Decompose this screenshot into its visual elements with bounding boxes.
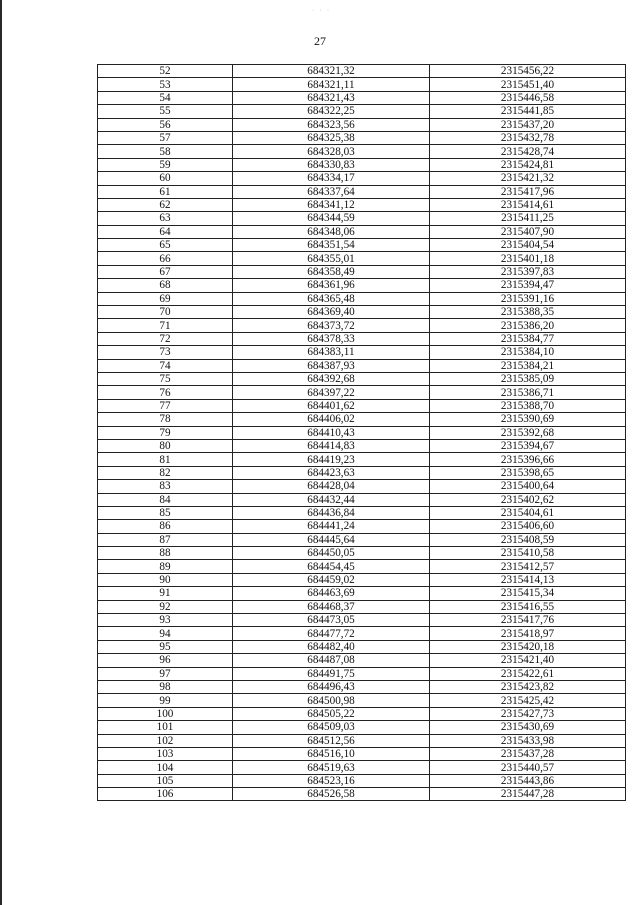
y-coordinate-cell: 2315391,16 — [430, 292, 626, 305]
point-number-cell: 104 — [98, 761, 233, 774]
x-coordinate-cell: 684468,37 — [233, 600, 430, 613]
x-coordinate-cell: 684512,56 — [233, 734, 430, 747]
point-number-cell: 81 — [98, 453, 233, 466]
table-row — [98, 761, 626, 774]
table-row — [98, 520, 626, 533]
point-number-cell: 102 — [98, 734, 233, 747]
point-number-cell: 80 — [98, 439, 233, 452]
x-coordinate-cell: 684436,84 — [233, 506, 430, 519]
point-number-cell: 66 — [98, 252, 233, 265]
table-row — [98, 372, 626, 385]
y-coordinate-cell: 2315447,28 — [430, 788, 626, 801]
y-coordinate-cell: 2315417,96 — [430, 185, 626, 198]
y-coordinate-cell: 2315402,62 — [430, 493, 626, 506]
y-coordinate-cell: 2315425,42 — [430, 694, 626, 707]
point-number-cell: 94 — [98, 627, 233, 640]
table-row — [98, 319, 626, 332]
x-coordinate-cell: 684365,48 — [233, 292, 430, 305]
table-row — [98, 225, 626, 238]
point-number-cell: 53 — [98, 78, 233, 91]
point-number-cell: 69 — [98, 292, 233, 305]
point-number-cell: 95 — [98, 640, 233, 653]
y-coordinate-cell: 2315396,66 — [430, 453, 626, 466]
point-number-cell: 72 — [98, 332, 233, 345]
point-number-cell: 54 — [98, 91, 233, 104]
point-number-cell: 61 — [98, 185, 233, 198]
table-row — [98, 172, 626, 185]
table-row — [98, 466, 626, 479]
point-number-cell: 106 — [98, 788, 233, 801]
point-number-cell: 89 — [98, 560, 233, 573]
x-coordinate-cell: 684516,10 — [233, 747, 430, 760]
point-number-cell: 98 — [98, 680, 233, 693]
y-coordinate-cell: 2315401,18 — [430, 252, 626, 265]
x-coordinate-cell: 684330,83 — [233, 158, 430, 171]
y-coordinate-cell: 2315400,64 — [430, 480, 626, 493]
table-row — [98, 788, 626, 801]
y-coordinate-cell: 2315386,20 — [430, 319, 626, 332]
table-row — [98, 91, 626, 104]
point-number-cell: 83 — [98, 480, 233, 493]
y-coordinate-cell: 2315392,68 — [430, 426, 626, 439]
x-coordinate-cell: 684463,69 — [233, 587, 430, 600]
x-coordinate-cell: 684482,40 — [233, 640, 430, 653]
y-coordinate-cell: 2315433,98 — [430, 734, 626, 747]
table-row — [98, 265, 626, 278]
y-coordinate-cell: 2315437,28 — [430, 747, 626, 760]
point-number-cell: 55 — [98, 105, 233, 118]
table-row — [98, 346, 626, 359]
x-coordinate-cell: 684378,33 — [233, 332, 430, 345]
y-coordinate-cell: 2315446,58 — [430, 91, 626, 104]
table-row — [98, 292, 626, 305]
y-coordinate-cell: 2315456,22 — [430, 65, 626, 78]
x-coordinate-cell: 684358,49 — [233, 265, 430, 278]
x-coordinate-cell: 684355,01 — [233, 252, 430, 265]
y-coordinate-cell: 2315415,34 — [430, 587, 626, 600]
point-number-cell: 58 — [98, 145, 233, 158]
table-row — [98, 573, 626, 586]
x-coordinate-cell: 684450,05 — [233, 547, 430, 560]
table-row — [98, 185, 626, 198]
point-number-cell: 70 — [98, 306, 233, 319]
x-coordinate-cell: 684328,03 — [233, 145, 430, 158]
table-row — [98, 707, 626, 720]
point-number-cell: 84 — [98, 493, 233, 506]
y-coordinate-cell: 2315397,83 — [430, 265, 626, 278]
table-row — [98, 654, 626, 667]
x-coordinate-cell: 684325,38 — [233, 131, 430, 144]
point-number-cell: 88 — [98, 547, 233, 560]
y-coordinate-cell: 2315416,55 — [430, 600, 626, 613]
point-number-cell: 97 — [98, 667, 233, 680]
point-number-cell: 85 — [98, 506, 233, 519]
x-coordinate-cell: 684423,63 — [233, 466, 430, 479]
x-coordinate-cell: 684445,64 — [233, 533, 430, 546]
table-row — [98, 506, 626, 519]
y-coordinate-cell: 2315404,54 — [430, 239, 626, 252]
table-row — [98, 118, 626, 131]
table-row — [98, 252, 626, 265]
x-coordinate-cell: 684383,11 — [233, 346, 430, 359]
point-number-cell: 68 — [98, 279, 233, 292]
y-coordinate-cell: 2315385,09 — [430, 372, 626, 385]
point-number-cell: 57 — [98, 131, 233, 144]
table-row — [98, 239, 626, 252]
point-number-cell: 64 — [98, 225, 233, 238]
y-coordinate-cell: 2315408,59 — [430, 533, 626, 546]
table-row — [98, 158, 626, 171]
table-row — [98, 453, 626, 466]
table-row — [98, 198, 626, 211]
x-coordinate-cell: 684401,62 — [233, 399, 430, 412]
point-number-cell: 67 — [98, 265, 233, 278]
table-row — [98, 131, 626, 144]
table-row — [98, 747, 626, 760]
point-number-cell: 76 — [98, 386, 233, 399]
y-coordinate-cell: 2315406,60 — [430, 520, 626, 533]
x-coordinate-cell: 684337,64 — [233, 185, 430, 198]
x-coordinate-cell: 684414,83 — [233, 439, 430, 452]
table-row — [98, 480, 626, 493]
table-row — [98, 734, 626, 747]
page-left-edge — [0, 0, 2, 905]
table-row — [98, 105, 626, 118]
table-row — [98, 640, 626, 653]
table-row — [98, 774, 626, 787]
x-coordinate-cell: 684526,58 — [233, 788, 430, 801]
x-coordinate-cell: 684321,11 — [233, 78, 430, 91]
table-row — [98, 547, 626, 560]
point-number-cell: 60 — [98, 172, 233, 185]
x-coordinate-cell: 684500,98 — [233, 694, 430, 707]
x-coordinate-cell: 684351,54 — [233, 239, 430, 252]
x-coordinate-cell: 684387,93 — [233, 359, 430, 372]
x-coordinate-cell: 684334,17 — [233, 172, 430, 185]
page-number: 27 — [314, 34, 326, 48]
x-coordinate-cell: 684397,22 — [233, 386, 430, 399]
x-coordinate-cell: 684361,96 — [233, 279, 430, 292]
point-number-cell: 77 — [98, 399, 233, 412]
y-coordinate-cell: 2315432,78 — [430, 131, 626, 144]
x-coordinate-cell: 684369,40 — [233, 306, 430, 319]
y-coordinate-cell: 2315394,67 — [430, 439, 626, 452]
table-row — [98, 667, 626, 680]
y-coordinate-cell: 2315404,61 — [430, 506, 626, 519]
x-coordinate-cell: 684348,06 — [233, 225, 430, 238]
point-number-cell: 65 — [98, 239, 233, 252]
table-row — [98, 212, 626, 225]
point-number-cell: 59 — [98, 158, 233, 171]
point-number-cell: 82 — [98, 466, 233, 479]
table-row — [98, 600, 626, 613]
point-number-cell: 96 — [98, 654, 233, 667]
y-coordinate-cell: 2315441,85 — [430, 105, 626, 118]
table-row — [98, 627, 626, 640]
x-coordinate-cell: 684406,02 — [233, 413, 430, 426]
point-number-cell: 99 — [98, 694, 233, 707]
y-coordinate-cell: 2315388,70 — [430, 399, 626, 412]
y-coordinate-cell: 2315388,35 — [430, 306, 626, 319]
x-coordinate-cell: 684373,72 — [233, 319, 430, 332]
point-number-cell: 91 — [98, 587, 233, 600]
x-coordinate-cell: 684419,23 — [233, 453, 430, 466]
x-coordinate-cell: 684321,32 — [233, 65, 430, 78]
x-coordinate-cell: 684441,24 — [233, 520, 430, 533]
table-row — [98, 386, 626, 399]
y-coordinate-cell: 2315418,97 — [430, 627, 626, 640]
table-row — [98, 694, 626, 707]
point-number-cell: 101 — [98, 721, 233, 734]
y-coordinate-cell: 2315414,61 — [430, 198, 626, 211]
table-row — [98, 399, 626, 412]
y-coordinate-cell: 2315422,61 — [430, 667, 626, 680]
y-coordinate-cell: 2315384,21 — [430, 359, 626, 372]
x-coordinate-cell: 684392,68 — [233, 372, 430, 385]
y-coordinate-cell: 2315428,74 — [430, 145, 626, 158]
x-coordinate-cell: 684519,63 — [233, 761, 430, 774]
point-number-cell: 63 — [98, 212, 233, 225]
x-coordinate-cell: 684454,45 — [233, 560, 430, 573]
x-coordinate-cell: 684505,22 — [233, 707, 430, 720]
x-coordinate-cell: 684428,04 — [233, 480, 430, 493]
x-coordinate-cell: 684473,05 — [233, 614, 430, 627]
point-number-cell: 105 — [98, 774, 233, 787]
table-row — [98, 587, 626, 600]
point-number-cell: 86 — [98, 520, 233, 533]
table-row — [98, 359, 626, 372]
table-row — [98, 560, 626, 573]
y-coordinate-cell: 2315394,47 — [430, 279, 626, 292]
x-coordinate-cell: 684323,56 — [233, 118, 430, 131]
x-coordinate-cell: 684322,25 — [233, 105, 430, 118]
table-row — [98, 439, 626, 452]
y-coordinate-cell: 2315384,77 — [430, 332, 626, 345]
table-row — [98, 413, 626, 426]
x-coordinate-cell: 684410,43 — [233, 426, 430, 439]
point-number-cell: 92 — [98, 600, 233, 613]
scan-mark: · · · — [312, 8, 331, 14]
y-coordinate-cell: 2315410,58 — [430, 547, 626, 560]
point-number-cell: 71 — [98, 319, 233, 332]
table-row — [98, 306, 626, 319]
y-coordinate-cell: 2315411,25 — [430, 212, 626, 225]
x-coordinate-cell: 684491,75 — [233, 667, 430, 680]
y-coordinate-cell: 2315430,69 — [430, 721, 626, 734]
x-coordinate-cell: 684344,59 — [233, 212, 430, 225]
point-number-cell: 52 — [98, 65, 233, 78]
point-number-cell: 74 — [98, 359, 233, 372]
y-coordinate-cell: 2315412,57 — [430, 560, 626, 573]
x-coordinate-cell: 684487,08 — [233, 654, 430, 667]
table-row — [98, 493, 626, 506]
x-coordinate-cell: 684509,03 — [233, 721, 430, 734]
table-row — [98, 721, 626, 734]
point-number-cell: 56 — [98, 118, 233, 131]
y-coordinate-cell: 2315423,82 — [430, 680, 626, 693]
y-coordinate-cell: 2315421,40 — [430, 654, 626, 667]
coordinates-table — [97, 64, 626, 801]
table-row — [98, 279, 626, 292]
y-coordinate-cell: 2315451,40 — [430, 78, 626, 91]
x-coordinate-cell: 684432,44 — [233, 493, 430, 506]
y-coordinate-cell: 2315421,32 — [430, 172, 626, 185]
y-coordinate-cell: 2315437,20 — [430, 118, 626, 131]
table-row — [98, 614, 626, 627]
y-coordinate-cell: 2315407,90 — [430, 225, 626, 238]
table-row — [98, 680, 626, 693]
point-number-cell: 87 — [98, 533, 233, 546]
y-coordinate-cell: 2315398,65 — [430, 466, 626, 479]
y-coordinate-cell: 2315420,18 — [430, 640, 626, 653]
y-coordinate-cell: 2315424,81 — [430, 158, 626, 171]
y-coordinate-cell: 2315390,69 — [430, 413, 626, 426]
table-row — [98, 65, 626, 78]
x-coordinate-cell: 684496,43 — [233, 680, 430, 693]
x-coordinate-cell: 684523,16 — [233, 774, 430, 787]
point-number-cell: 103 — [98, 747, 233, 760]
y-coordinate-cell: 2315417,76 — [430, 614, 626, 627]
y-coordinate-cell: 2315427,73 — [430, 707, 626, 720]
y-coordinate-cell: 2315443,86 — [430, 774, 626, 787]
coordinates-table-body — [98, 65, 626, 801]
y-coordinate-cell: 2315414,13 — [430, 573, 626, 586]
x-coordinate-cell: 684459,02 — [233, 573, 430, 586]
table-row — [98, 426, 626, 439]
x-coordinate-cell: 684341,12 — [233, 198, 430, 211]
point-number-cell: 78 — [98, 413, 233, 426]
point-number-cell: 79 — [98, 426, 233, 439]
x-coordinate-cell: 684477,72 — [233, 627, 430, 640]
table-row — [98, 533, 626, 546]
point-number-cell: 90 — [98, 573, 233, 586]
point-number-cell: 100 — [98, 707, 233, 720]
point-number-cell: 62 — [98, 198, 233, 211]
table-row — [98, 332, 626, 345]
table-row — [98, 145, 626, 158]
y-coordinate-cell: 2315384,10 — [430, 346, 626, 359]
point-number-cell: 93 — [98, 614, 233, 627]
y-coordinate-cell: 2315386,71 — [430, 386, 626, 399]
point-number-cell: 75 — [98, 372, 233, 385]
x-coordinate-cell: 684321,43 — [233, 91, 430, 104]
y-coordinate-cell: 2315440,57 — [430, 761, 626, 774]
table-row — [98, 78, 626, 91]
point-number-cell: 73 — [98, 346, 233, 359]
